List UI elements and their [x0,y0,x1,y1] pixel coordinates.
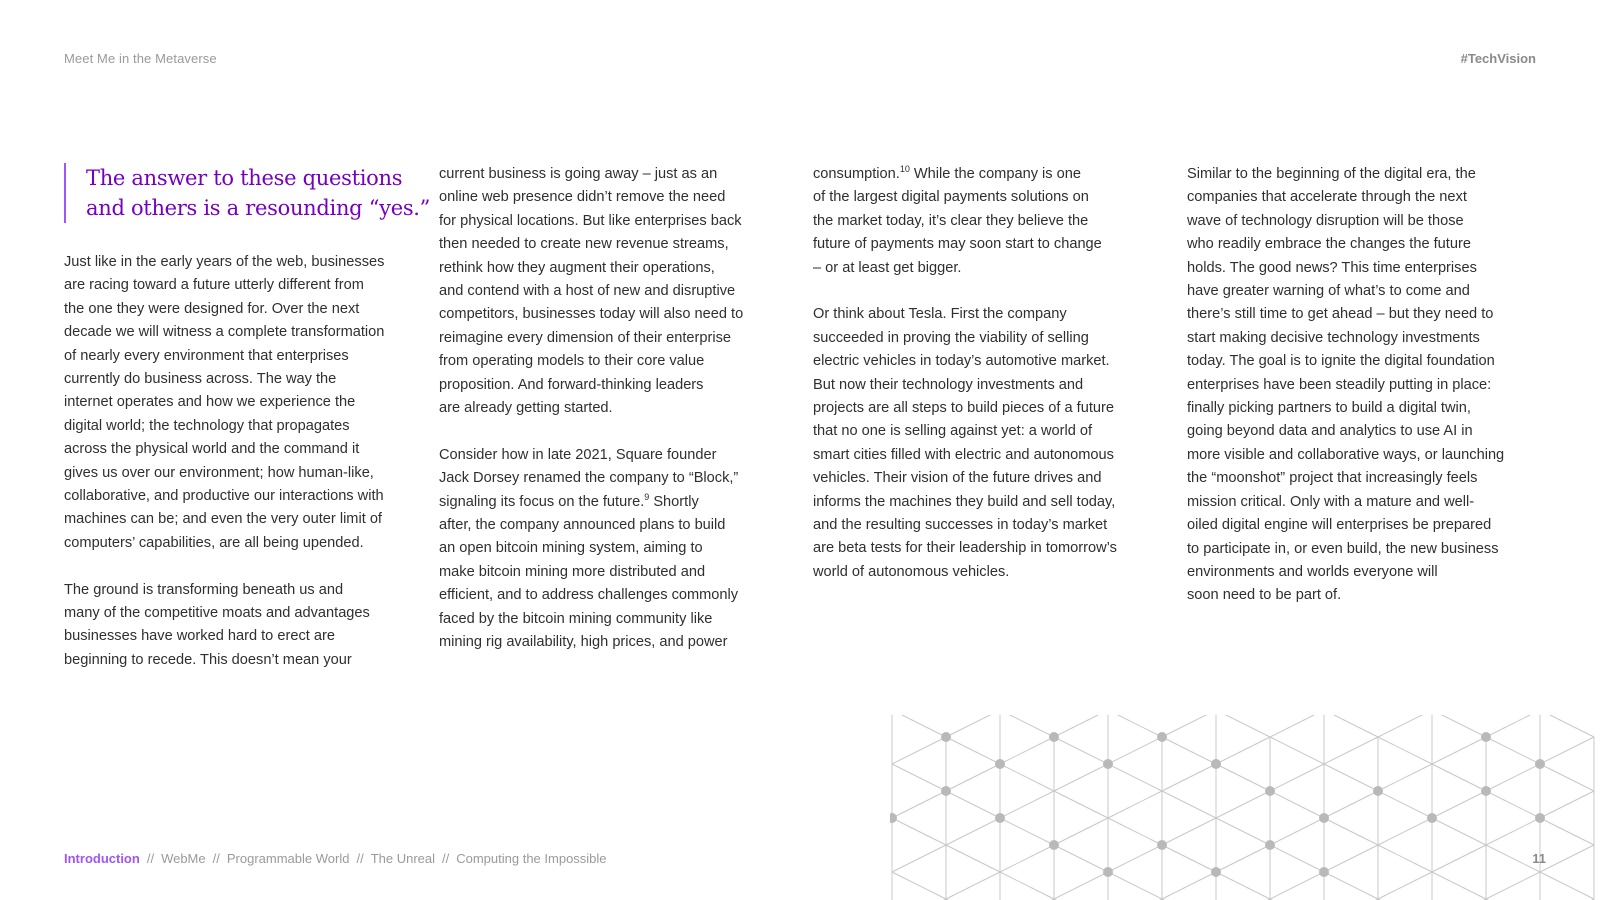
lattice-node [1481,732,1491,742]
text-line: proposition. And forward-thinking leaders [439,376,704,393]
lattice-edge [1054,737,1108,764]
lattice-node [1211,867,1221,877]
text-line: going beyond data and analytics to use AI in [1187,423,1473,440]
lattice-edge [1324,737,1378,764]
text-line: many of the competitive moats and advantages [64,605,370,622]
lattice-edge [1324,818,1378,845]
text-line [439,491,779,514]
lattice-edge [1108,737,1162,764]
text-line: current business is going away – just as an [439,166,718,182]
text-line: digital world; the technology that propagates [64,417,350,434]
lattice-edge [946,845,1000,872]
text-line: soon need to be part of. [1187,587,1342,604]
paragraph [813,303,1153,584]
text-line: decade we will witness a complete transformation [64,324,385,341]
lattice-edge [1270,845,1324,872]
lattice-node [1319,867,1329,877]
section-navigation [64,851,607,866]
lattice-edge [1216,715,1270,737]
lattice-edge [1054,791,1108,818]
lattice-node [1103,867,1113,877]
text-line: are racing toward a future utterly different from [64,277,364,294]
lattice-edge [1000,764,1054,791]
pull-quote-line: The answer to these questions [86,166,403,190]
nav-separator: // [442,851,450,866]
lattice-edge [1540,818,1594,845]
lattice-edge [1378,872,1432,899]
text-line: Similar to the beginning of the digital era, the [1187,166,1476,182]
text-column-4 [1187,163,1527,631]
text-fragment: While the company is one [909,166,1081,182]
lattice-node [1103,759,1113,769]
text-line: today. The goal is to ignite the digital foundation [1187,353,1495,370]
lattice-edge [1162,715,1216,737]
lattice-edge [1216,872,1270,899]
lattice-edge [946,818,1000,845]
document-title: Meet Me in the Metaverse [64,51,217,66]
pull-quote [64,163,431,223]
text-line: then needed to create new revenue streams, [439,236,729,253]
lattice-edge [1108,764,1162,791]
text-line: mission critical. Only with a mature and well- [1187,493,1475,510]
lattice-edge [946,791,1000,818]
text-line: informs the machines they build and sell today, [813,493,1116,510]
text-line: the “moonshot” project that increasingly feels [1187,470,1478,487]
lattice-edge [892,715,946,737]
nav-separator: // [212,851,220,866]
text-line: make bitcoin mining more distributed and [439,563,706,580]
lattice-edge [1378,764,1432,791]
text-line: from operating models to their core value [439,353,705,370]
text-line: efficient, and to address challenges commonly [439,587,739,604]
lattice-edge [1486,791,1540,818]
lattice-node [1373,786,1383,796]
lattice-node [1265,840,1275,850]
lattice-node [1535,813,1545,823]
text-line: reimagine every dimension of their enterprise [439,329,732,346]
lattice-node [941,732,951,742]
lattice-edge [892,791,946,818]
lattice-edge [1000,872,1054,899]
text-line: more visible and collaborative ways, or launching [1187,446,1505,463]
lattice-edge [1486,715,1540,737]
nav-link-webme[interactable]: WebMe [161,851,206,866]
lattice-edge [1162,845,1216,872]
lattice-edge [1162,764,1216,791]
lattice-node [1157,732,1167,742]
text-column-1 [64,163,431,696]
text-line: wave of technology disruption will be those [1187,212,1464,229]
text-line: after, the company announced plans to build [439,517,726,534]
paragraph [64,579,404,673]
lattice-edge [1108,791,1162,818]
lattice-edge [1000,818,1054,845]
text-column-3 [813,163,1153,608]
lattice-edge [1108,818,1162,845]
text-line: vehicles. Their vision of the future drives and [813,470,1102,487]
lattice-edge [946,737,1000,764]
lattice-node [1211,759,1221,769]
lattice-edge [1432,715,1486,737]
lattice-edge [1540,845,1594,872]
nav-link-programmable-world[interactable]: Programmable World [226,851,350,866]
text-line: Just like in the early years of the web, businesses [64,254,385,270]
paragraph [64,251,404,555]
text-line: gives us over our environment; how human-like, [64,464,374,481]
text-fragment: consumption. [813,166,900,182]
lattice-edge [1378,818,1432,845]
network-lattice-graphic [890,715,1600,900]
lattice-edge [1378,845,1432,872]
text-line: beginning to recede. This doesn’t mean your [64,651,352,668]
lattice-node [890,813,897,823]
text-line: projects are all steps to build pieces of a future [813,400,1114,417]
nav-link-introduction[interactable]: Introduction [64,851,140,866]
lattice-edge [1486,872,1540,899]
text-line: Or think about Tesla. First the company [813,306,1067,323]
lattice-edge [1486,737,1540,764]
lattice-edge [1054,715,1108,737]
nav-separator: // [146,851,155,866]
lattice-node [1049,732,1059,742]
text-line: succeeded in proving the viability of selling [813,329,1089,346]
lattice-edge [1270,737,1324,764]
text-line: online web presence didn’t remove the need [439,189,726,206]
paragraph [439,444,779,655]
lattice-node [1535,759,1545,769]
lattice-edge [1486,818,1540,845]
lattice-edge [1270,872,1324,899]
lattice-edge [1000,845,1054,872]
lattice-edge [1162,818,1216,845]
text-line: oiled digital engine will enterprises be prepared [1187,517,1492,534]
hashtag-label: #TechVision [1460,51,1536,66]
text-line: across the physical world and the command it [64,441,360,458]
text-line: the one they were designed for. Over the next [64,300,360,317]
lattice-node [1481,786,1491,796]
lattice-edge [946,715,1000,737]
paragraph [1187,163,1527,608]
lattice-node [1157,840,1167,850]
text-line: future of payments may soon start to change [813,236,1102,253]
lattice-edge [1432,791,1486,818]
lattice-edge [946,872,1000,899]
text-line: But now their technology investments and [813,376,1084,393]
lattice-edge [1378,715,1432,737]
text-line: of the largest digital payments solutions on [813,189,1089,206]
text-line: companies that accelerate through the next [1187,189,1467,206]
lattice-edge [892,872,946,899]
lattice-edge [1000,791,1054,818]
text-line: computers’ capabilities, are all being upended. [64,534,364,551]
text-line: currently do business across. The way the [64,371,337,388]
text-line [813,163,1153,186]
lattice-edge [1000,737,1054,764]
lattice-edge [1540,715,1594,737]
lattice-edge [1216,818,1270,845]
text-fragment: signaling its focus on the future. [439,493,645,510]
text-line: competitors, businesses today will also need to [439,306,744,323]
text-line: businesses have worked hard to erect are [64,628,335,645]
nav-link-the-unreal[interactable]: The Unreal [370,851,435,866]
text-line: Consider how in late 2021, Square founder [439,446,717,463]
text-line: are already getting started. [439,400,613,417]
footnote-ref-10[interactable]: 10 [899,164,910,174]
lattice-edge [1270,764,1324,791]
text-line: who readily embrace the changes the future [1187,236,1471,253]
text-line: machines can be; and even the very outer limit of [64,511,382,528]
lattice-edge [892,818,946,845]
lattice-edge [1324,845,1378,872]
lattice-edge [892,845,946,872]
lattice-edge [1486,764,1540,791]
lattice-edge [1324,791,1378,818]
text-line: there’s still time to get ahead – but they need to [1187,306,1494,323]
lattice-edge [1000,715,1054,737]
lattice-node [995,813,1005,823]
lattice-edge [1432,818,1486,845]
text-line: rethink how they augment their operations, [439,259,715,276]
lattice-edge [1054,764,1108,791]
page-number: 11 [1532,851,1546,866]
footnote-ref-9[interactable]: 9 [644,491,650,502]
lattice-edge [1270,715,1324,737]
nav-link-computing-the-impossible[interactable]: Computing the Impossible [456,851,607,866]
text-line: to participate in, or even build, the new business [1187,540,1499,557]
lattice-edge [1216,791,1270,818]
text-line: start making decisive technology investments [1187,329,1480,346]
lattice-edge [1270,791,1324,818]
lattice-node [1427,813,1437,823]
lattice-node [995,759,1005,769]
lattice-edge [1108,845,1162,872]
lattice-edge [1162,737,1216,764]
lattice-node [1049,840,1059,850]
lattice-node [1265,786,1275,796]
text-line: holds. The good news? This time enterprises [1187,259,1477,276]
text-line: smart cities filled with electric and autonomous [813,446,1114,463]
lattice-edge [1432,872,1486,899]
text-line: and contend with a host of new and disruptive [439,283,736,300]
lattice-edge [1054,845,1108,872]
text-fragment: Shortly [649,493,699,510]
lattice-edge [892,764,946,791]
lattice-node [1319,813,1329,823]
text-line: world of autonomous vehicles. [813,563,1010,580]
lattice-edge [1540,737,1594,764]
lattice-edge [1432,737,1486,764]
lattice-edge [1216,845,1270,872]
lattice-edge [1216,764,1270,791]
lattice-edge [1540,764,1594,791]
text-line: of nearly every environment that enterprises [64,347,349,364]
text-line: faced by the bitcoin mining community like [439,610,713,627]
paragraph [813,163,1153,280]
text-line: an open bitcoin mining system, aiming to [439,540,703,557]
paragraph [439,163,779,420]
text-line: that no one is selling against yet: a world of [813,423,1093,440]
text-line: collaborative, and productive our interactions with [64,488,384,505]
text-line: have greater warning of what’s to come and [1187,283,1470,300]
lattice-edge [1378,737,1432,764]
lattice-node [941,786,951,796]
lattice-edge [1108,872,1162,899]
lattice-edge [892,737,946,764]
lattice-edge [1270,818,1324,845]
pull-quote-line: and others is a resounding “yes.” [86,196,431,220]
text-line: The ground is transforming beneath us and [64,581,344,598]
text-line: enterprises have been steadily putting in place: [1187,376,1492,393]
lattice-edge [1054,818,1108,845]
lattice-edge [1162,872,1216,899]
text-line: electric vehicles in today’s automotive market. [813,353,1110,370]
text-line: the market today, it’s clear they believe the [813,212,1089,229]
lattice-edge [1324,872,1378,899]
lattice-edge [1054,872,1108,899]
lattice-edge [1378,791,1432,818]
lattice-edge [1162,791,1216,818]
lattice-edge [1324,764,1378,791]
lattice-edge [1540,791,1594,818]
text-line: for physical locations. But like enterprises back [439,212,742,229]
text-line: and the resulting successes in today’s market [813,517,1108,534]
text-column-2 [439,163,779,678]
text-line: Jack Dorsey renamed the company to “Block,” [439,470,739,487]
lattice-edge [1540,872,1594,899]
text-line: mining rig availability, high prices, and power [439,634,728,651]
nav-separator: // [356,851,364,866]
text-line: internet operates and how we experience the [64,394,356,411]
lattice-edge [946,764,1000,791]
text-line: finally picking partners to build a digital twin, [1187,400,1471,417]
lattice-edge [1432,764,1486,791]
text-line: environments and worlds everyone will [1187,563,1438,580]
lattice-edge [1324,715,1378,737]
lattice-edge [1216,737,1270,764]
text-line: are beta tests for their leadership in tomorrow’s [813,540,1117,557]
lattice-edge [1108,715,1162,737]
text-line: – or at least get bigger. [813,259,962,276]
lattice-edge [1432,845,1486,872]
